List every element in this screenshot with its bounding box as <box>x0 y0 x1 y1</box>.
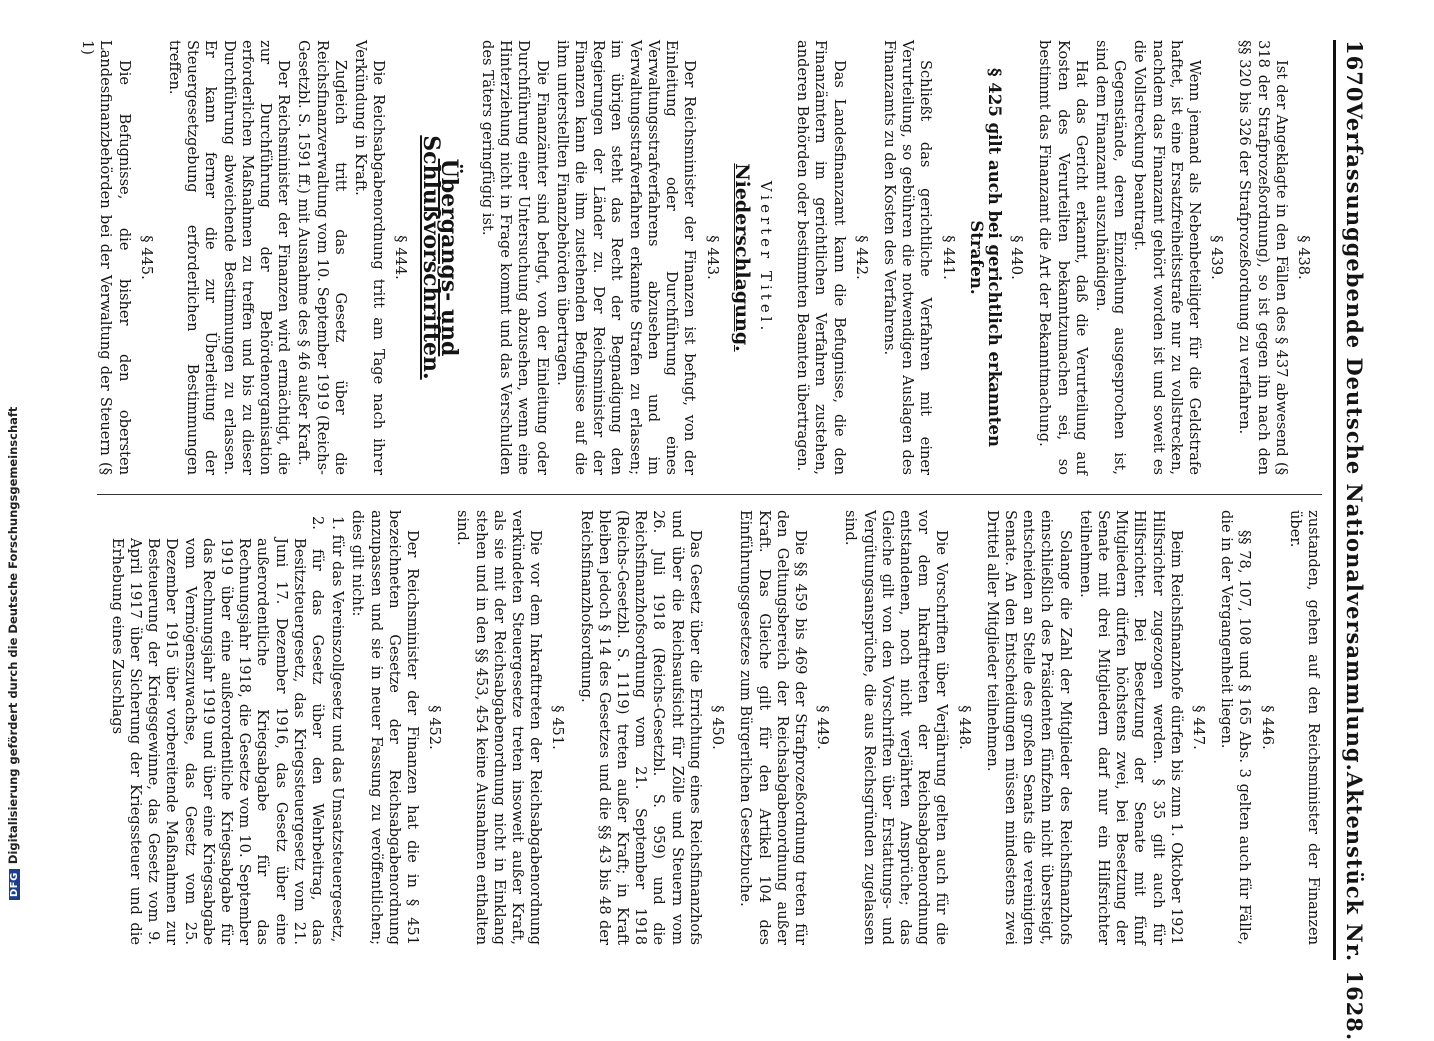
header-rule <box>1333 40 1336 960</box>
section-heading-447: § 447. <box>1189 705 1207 750</box>
section-heading-439: § 439. <box>1208 235 1226 280</box>
paragraph-445-continued: zustanden, gehen auf den Reichsminister der Finanzen über. <box>1286 510 1322 945</box>
paragraph-438: Ist der Angeklagte in den Fällen des § 437 abwesend (§ 318 der Strafprozeßordnung), so ist gegen ihn nach den §§ 320 bis 326 der Strafprozeßordnung zu verfahren. <box>1236 40 1290 475</box>
paragraph-444-2: Zugleich tritt das Gesetz über die Reichsfinanzverwaltung vom 10. September 1919 (Reichs-Gesetzbl. S. 1591 ff.) mit Ausnahme des § 46 außer Kraft. <box>295 40 349 475</box>
section-heading-442: § 442. <box>852 235 870 280</box>
running-head <box>1342 40 1380 1041</box>
section-heading-445: § 445. <box>137 235 155 280</box>
part-heading: Übergangs- und Schlußvorschriften. <box>417 135 462 380</box>
list-item-1: 1. für das Vereinszollgesetz und das Umsatzsteuergesetz, <box>329 516 347 943</box>
paragraph-439-1: Wenn jemand als Nebenbeteiligter für die Geldstrafe haftet, ist eine Ersatzfreiheitsstrafe nur zu vollstrecken, nachdem das Finanzamt gehört worden ist und soweit es die Vollstreckung beantragt. <box>1131 40 1203 475</box>
paragraph-448: Die Vorschriften über Verjährung gelten auch für die vor dem Inkrafttreten der Reichsabgabenordnung entstandenen, noch nicht verjährten Ansprüche; das Gleiche gilt von den Vorschriften über Erstattungs- und Vergütungsansprüche, die aus Reichsgründen zugelassen sind. <box>842 510 951 945</box>
paragraph-443-2: Die Finanzämter sind befugt, von der Einleitung oder Durchführung einer Untersuchung abzusehen, wenn eine Hinterziehung nicht in Frage kommt und das Verschulden des Täters geringfügig ist. <box>479 40 551 475</box>
dfg-watermark <box>0 0 26 1000</box>
paragraph-444-3: Der Reichsminister der Finanzen wird ermächtigt, die zur Durchführung der Behördenorganisation erforderlichen Maßnahmen zu treffen und bis zu dieser Durchführung abweichende Bestimmungen zu erlassen. Er kann ferner die zur Überleitung der Steuergesetzgebung erforderlichen Bestimmungen treffen. <box>166 40 293 475</box>
section-heading-444: § 444. <box>392 235 410 280</box>
section-heading-449: § 449. <box>814 705 832 750</box>
dfg-logo: DFG <box>9 869 20 900</box>
paragraph-439-3: Hat das Gericht erkannt, daß die Verurteilung auf Kosten des Verurteilten bekanntzumachen sei, so bestimmt das Finanzamt die Art der Bekanntmachung. <box>1036 40 1090 475</box>
section-heading-438: § 438. <box>1295 235 1312 280</box>
watermark-line <box>6 100 20 900</box>
paragraph-452: Der Reichsminister der Finanzen hat die in § 451 bezeichneten Gesetze der Reichsabgabenordnung anzupassen und sie in neuer Fassung zu veröffentlichen; dies gilt nicht: <box>349 510 422 945</box>
document-page <box>79 40 1380 1041</box>
paragraph-444-1: Die Reichsabgabenordnung tritt am Tage nach ihrer Verkündung in Kraft. <box>352 40 388 475</box>
section-heading-450: § 450. <box>709 705 727 750</box>
list-item-2: 2. für das Gesetz über den Wehrbeitrag, das Besitzsteuergesetz, das Kriegssteuergesetz vom 21. Juni 17. Dezember 1916, das Gesetz über eine außerordentliche Kriegsabgabe für das Rechnungsjahr 1918, die Gesetze vom 10. September 1919 über eine außerordentliche Kriegsabgabe für das Rechnungsjahr 1919 und über eine Kriegsabgabe vom Vermögenszuwachse, das Gesetz vom 25. Dezember 1915 über vorbereitende Maßnahmen zur Besteuerung der Kriegsgewinne, das Gesetz vom 9. April 1917 über Sicherung der Kriegssteuer und die Erhebung eines Zuschlags <box>108 516 327 945</box>
right-column <box>97 510 1322 945</box>
paragraph-439-2: Gegenstände, deren Einziehung ausgesprochen ist, sind dem Finanzamt auszuhändigen. <box>1092 40 1129 475</box>
section-heading-441: § 441. <box>939 235 957 280</box>
paragraph-443-1: Der Reichsminister der Finanzen ist befugt, von der Einleitung oder Durchführung eines Verwaltungsstrafverfahrens abzusehen und im Verwaltungsstrafverfahren erkannte Strafen zu erlassen; im übrigen steht das Recht der Begnadigung den Regierungen der Länder zu. Der Reichsminister der Finanzen kann die ihm zustehenden Befugnisse auf die ihm unterstellten Finanzbehörden übertragen. <box>553 40 699 475</box>
document-item: Aktenstück Nr. 1628. <box>1342 771 1367 1041</box>
paragraph-445: Die Befugnisse, die bisher den obersten Landesfinanzbehörden bei der Verwaltung der Steuern (§ 1) <box>79 40 133 475</box>
title-number: Vierter Titel. <box>756 180 775 335</box>
paragraph-442: Das Landesfinanzamt kann die Befugnisse, die den Finanzämtern im gerichtlichen Verfahren zustehen, anderen Behörden oder bestimmten Beamten übertragen. <box>794 40 848 475</box>
paragraph-447-1: Beim Reichsfinanzhofe dürfen bis zum 1. Oktober 1921 Hilfsrichter zugezogen werden. § 35 gilt auch für Hilfsrichter. Bei Besetzung der Senate mit fünf Mitgliedern dürfen höchstens zwei, bei Besetzung der Senate mit drei Mitgliedern darf nur ein Hilfsrichter teilnehmen. <box>1076 510 1185 945</box>
column-divider <box>97 494 1322 495</box>
section-heading-452: § 452. <box>426 705 444 750</box>
paragraph-451: Die vor dem Inkrafttreten der Reichsabgabenordnung verkündeten Steuergesetze treten insoweit außer Kraft, als sie mit der Reichsabgabenordnung nicht in Einklang stehen und in den §§ 453, 454 keine Ausnahmen enthalten sind. <box>454 510 545 945</box>
paragraph-446: §§ 78, 107, 108 und § 165 Abs. 3 gelten auch für Fälle, die in der Vergangenheit liegen. <box>1218 510 1254 945</box>
section-heading-448: § 448. <box>955 705 973 750</box>
watermark-text: Digitalisierung gefördert durch die Deutsche Forschungsgemeinschaft <box>6 406 20 865</box>
section-text-440: § 425 gilt auch bei gerichtlich erkannten Strafen. <box>966 68 1004 447</box>
paragraph-441: Schließt das gerichtliche Verfahren mit einer Verurteilung, so gebühren die notwendigen Auslagen des Finanzamts zu den Kosten des Verfahrens. <box>880 40 935 475</box>
paragraph-450: Das Gesetz über die Errichtung eines Reichsfinanzhofs und über die Reichsaufsicht für Zölle und Steuern vom 26. Juli 1918 (Reichs-Gesetzbl. S. 959) und die Reichsfinanzhofsordnung vom 21. September 1918 (Reichs-Gesetzbl. S. 1119) treten außer Kraft; in Kraft bleiben jedoch § 14 des Gesetzes und die §§ 43 bis 48 der Reichsfinanzhofsordnung. <box>577 510 704 945</box>
title-heading: Niederschlagung. <box>730 163 753 352</box>
paragraph-447-2: Solange die Zahl der Mitglieder des Reichsfinanzhofs einschließlich des Präsidenten fünfzehn nicht übersteigt, entscheiden an Stelle des großen Senats die vereinigten Senate. An den Entscheidungen müssen mindestens zwei Drittel aller Mitglieder teilnehmen. <box>983 510 1074 945</box>
left-column <box>79 40 1322 475</box>
section-heading-443: § 443. <box>703 235 721 280</box>
section-heading-440: § 440. <box>1008 235 1026 280</box>
page-title: Verfassunggebende Deutsche Nationalversammlung. <box>1342 102 1367 772</box>
section-heading-446: § 446. <box>1258 705 1276 750</box>
page-number: 1670 <box>1342 40 1367 103</box>
paragraph-449: Die §§ 459 bis 469 der Strafprozeßordnung treten für den Geltungsbereich der Reichsabgabenordnung außer Kraft. Das Gleiche gilt für den Artikel 104 des Einführungsgesetzes zum Bürgerlichen Gesetzbuche. <box>737 510 809 945</box>
section-heading-451: § 451. <box>549 705 567 750</box>
